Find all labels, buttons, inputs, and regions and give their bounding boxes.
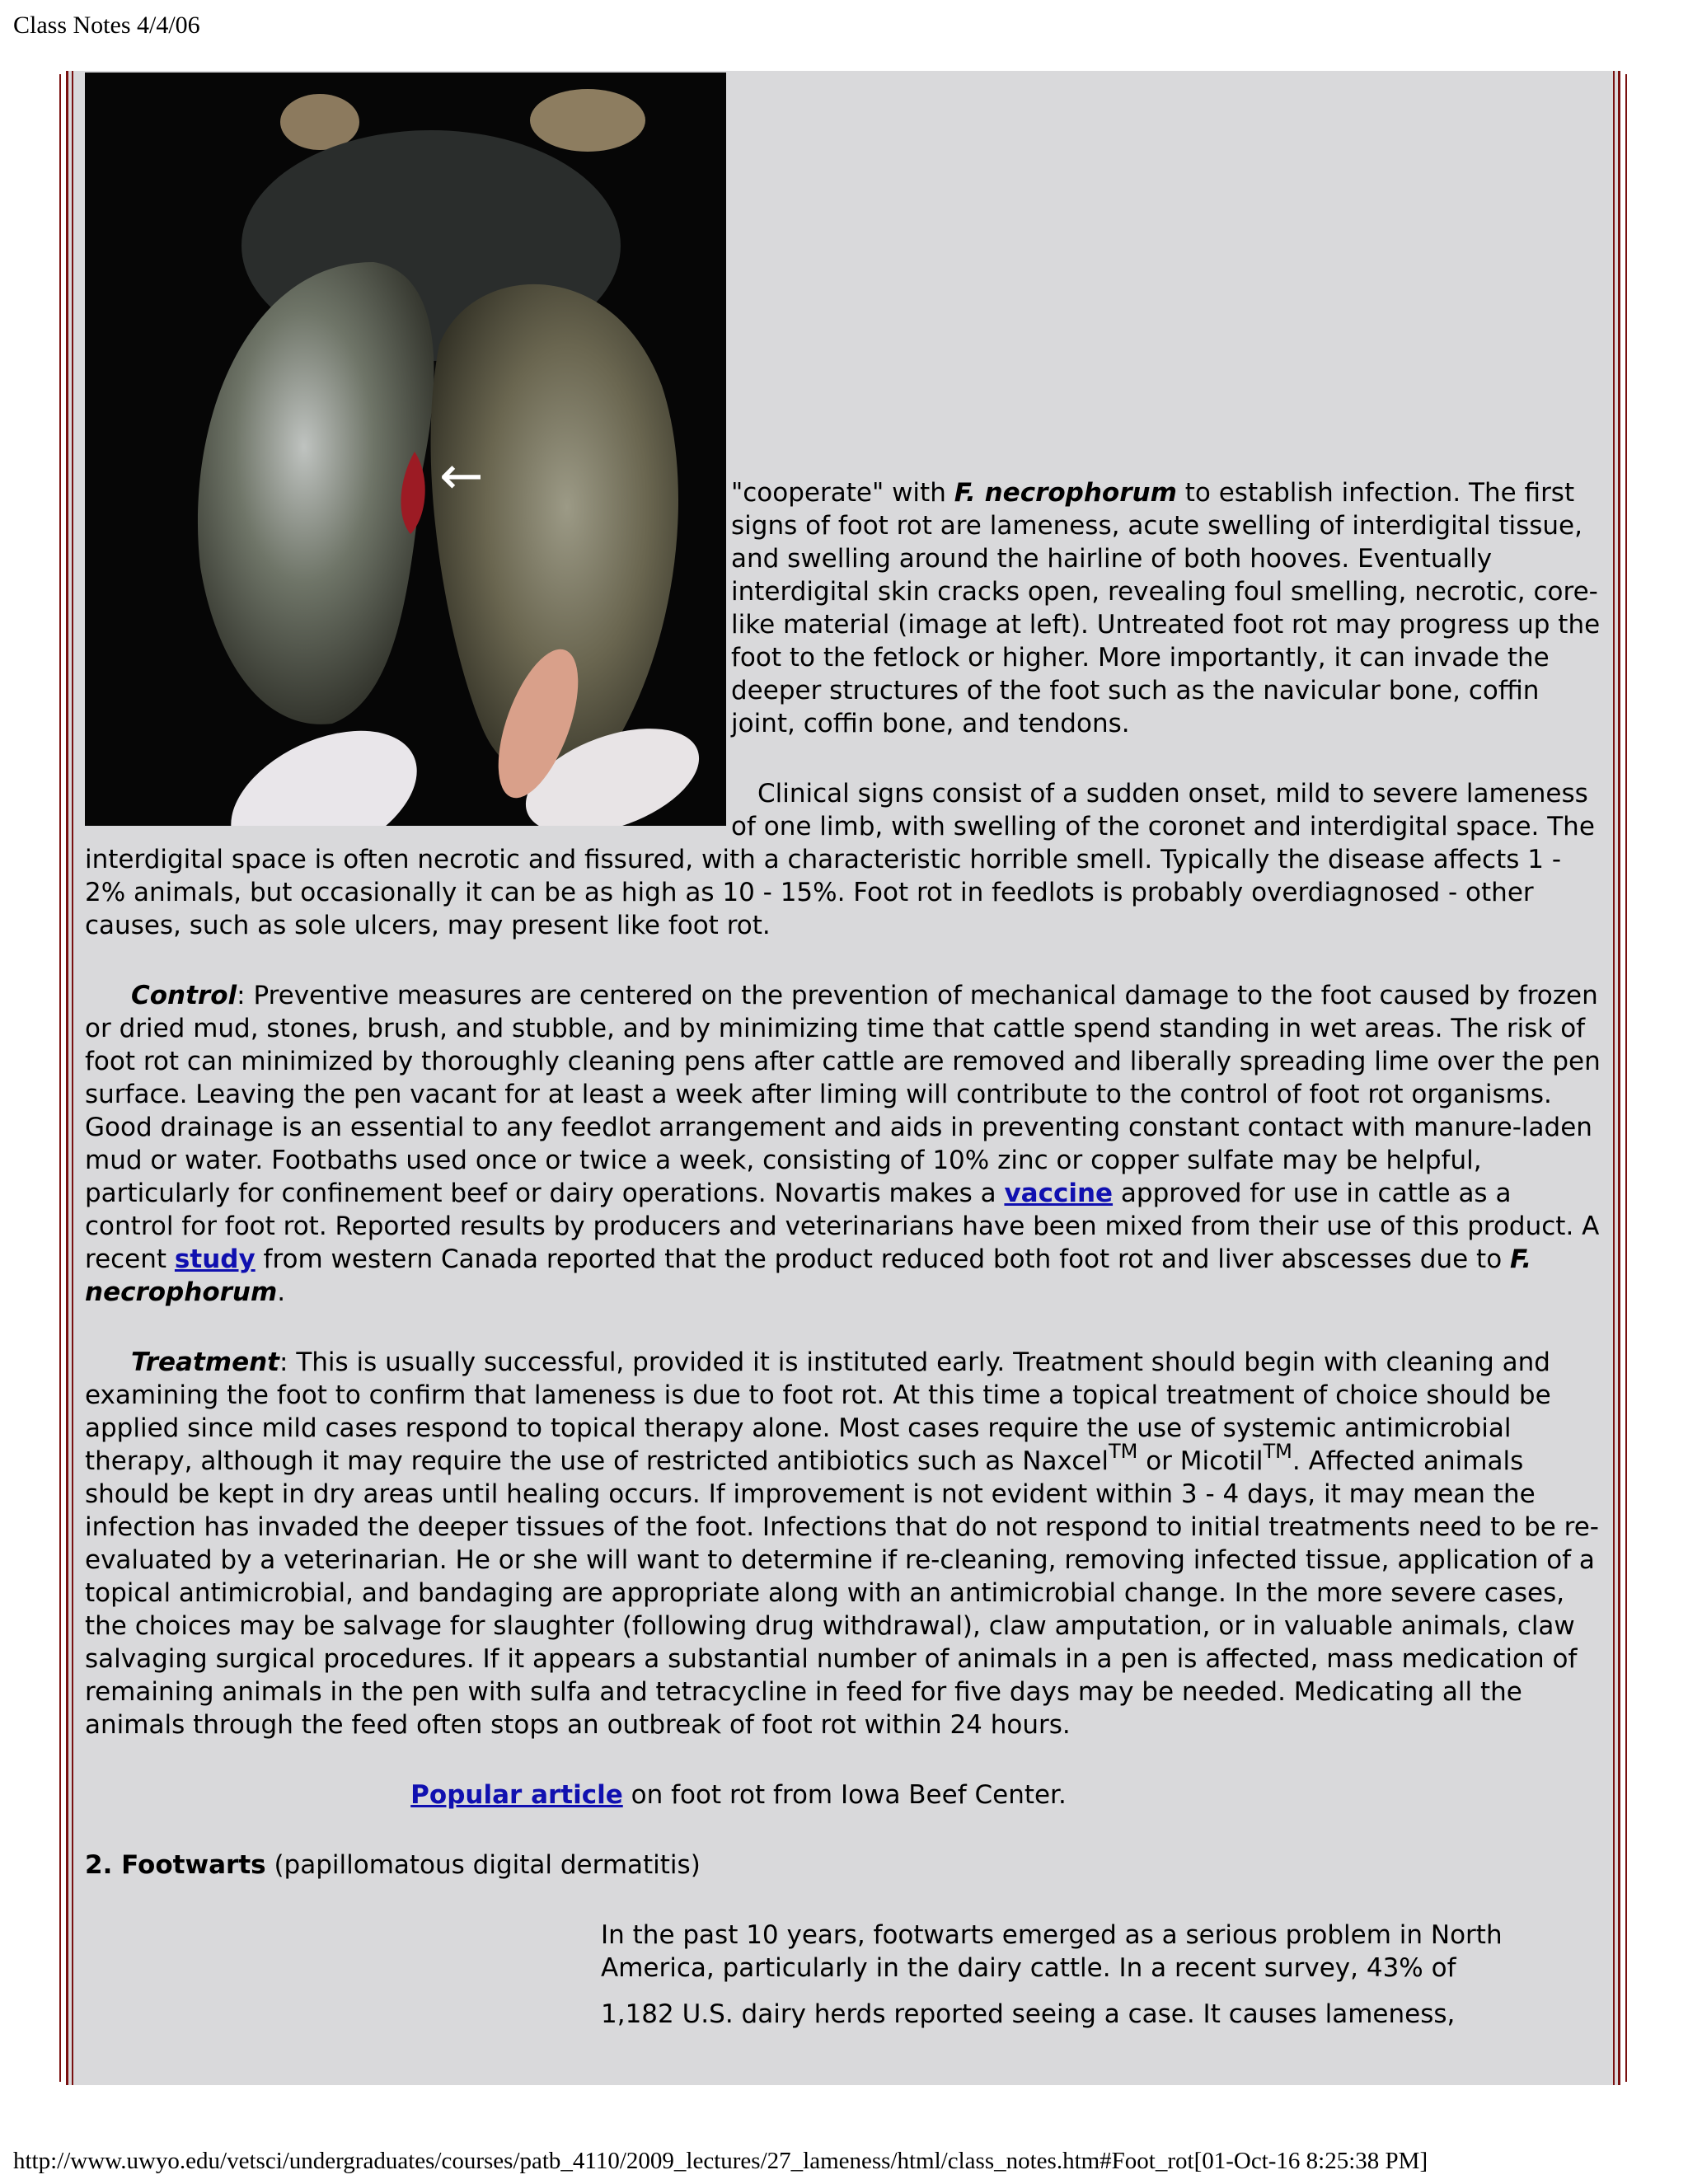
foot-rot-photo: [85, 73, 726, 826]
paragraph-gap: [85, 1309, 1606, 1346]
organism-name: F. necrophorum: [85, 1244, 1532, 1307]
organism-name: F. necrophorum: [954, 478, 1177, 508]
study-link[interactable]: study: [174, 1244, 256, 1274]
trademark-mark: TM: [1263, 1440, 1292, 1463]
control-heading: Control: [131, 981, 237, 1010]
arrow-icon: ←: [439, 446, 484, 507]
page-header-title: Class Notes 4/4/06: [13, 12, 200, 39]
popular-article-line: Popular article on foot rot from Iowa Beef Center.: [410, 1780, 1067, 1810]
hoof-illustration: [85, 73, 726, 826]
footwarts-title: Footwarts: [121, 1850, 266, 1880]
clinical-signs-paragraph: Clinical signs consist of a sudden onset, mild to severe lameness of one limb, with swelling of the coronet and interdigital space. The interdigital space is often necrotic and fissured, with a characteristic horrible smell. Typically the disease affects 1 - 2% animals, but occasionally it can be as high as 10 - 15%. Foot rot in feedlots is probably overdiagnosed - other causes, such as sole ulcers, may present like foot rot.: [85, 779, 1595, 940]
trademark-mark: TM: [1108, 1440, 1138, 1463]
paragraph-gap: [85, 1811, 1606, 1849]
foot-rot-paragraph-1: "cooperate" with F. necrophorum to establish infection. The first signs of foot rot are lameness, acute swelling of interdigital tissue, and swelling around the hairline of both hooves. Eventually interdigital skin cracks open, revealing foul smelling, necrotic, core-like material (image at left). Untreated foot rot may progress up the foot to the fetlock or higher. More importantly, it can invade the deeper structures of the foot such as the navicular bone, coffin joint, coffin bone, and tendons.: [731, 478, 1601, 738]
treatment-heading: Treatment: [131, 1347, 280, 1377]
content-body: [85, 73, 1606, 2031]
treatment-paragraph: Treatment: This is usually successful, provided it is instituted early. Treatment should begin with cleaning and examining the foot to confirm that lameness is due to foot rot. At this time a topical treatment of choice should be applied since mild cases respond to topical therapy alone. Most cases require the use of systemic antimicrobial therapy, although it may require the use of restricted antibiotics such as Naxcel™ or Micotil™. Affected animals should be kept in dry areas until healing occurs. If improvement is not evident within 3 - 4 days, it may mean the infection has invaded the deeper tissues of the foot. Infections that do not respond to initial treatments need to be re-evaluated by a veterinarian. He or she will want to determine if re-cleaning, removing infected tissue, application of a topical antimicrobial, and bandaging are appropriate along with an antimicrobial change. In the more severe cases, the choices may be salvage for slaughter (following drug withdrawal), claw amputation, or in valuable animals, claw salvaging surgical procedures. If it appears a substantial number of animals in a pen is affected, mass medication of remaining animals in the pen with sulfa and tetracycline in feed for five days may be needed. Medicating all the animals through the feed often stops an outbreak of foot rot within 24 hours.: [85, 1347, 1599, 1740]
popular-article-link[interactable]: Popular article: [410, 1780, 623, 1810]
vaccine-link[interactable]: vaccine: [1004, 1179, 1114, 1208]
page-footer-url: http://www.uwyo.edu/vetsci/undergraduates/courses/patb_4110/2009_lectures/27_lameness/html/class_notes.htm#Foot_rot[01-Oct-16 8:25:38 PM]: [13, 2148, 1428, 2174]
paragraph-gap: [85, 1882, 1606, 1919]
footwarts-heading: 2. Footwarts (papillomatous digital dermatitis): [85, 1850, 701, 1880]
paragraph-gap: [85, 1741, 1606, 1779]
paragraph-gap: [85, 942, 1606, 979]
footwarts-intro: In the past 10 years, footwarts emerged as a serious problem in North America, particularly in the dairy cattle. In a recent survey, 43% of 1,182 U.S. dairy herds reported seeing a case. It causes lameness,: [601, 1920, 1503, 2029]
control-paragraph: Control: Preventive measures are centered on the prevention of mechanical damage to the foot caused by frozen or dried mud, stones, brush, and stubble, and by minimizing time that cattle spend standing in wet areas. The risk of foot rot can minimized by thoroughly cleaning pens after cattle are removed and liberally spreading lime over the pen surface. Leaving the pen vacant for at least a week after liming will contribute to the control of foot rot organisms. Good drainage is an essential to any feedlot arrangement and aids in preventing constant contact with manure-laden mud or water. Footbaths used once or twice a week, consisting of 10% zinc or copper sulfate may be helpful, particularly for confinement beef or dairy operations. Novartis makes a vaccine approved for use in cattle as a control for foot rot. Reported results by producers and veterinarians have been mixed from their use of this product. A recent study from western Canada reported that the product reduced both foot rot and liver abscesses due to F. necrophorum.: [85, 981, 1601, 1307]
content-panel: [66, 71, 1620, 2085]
